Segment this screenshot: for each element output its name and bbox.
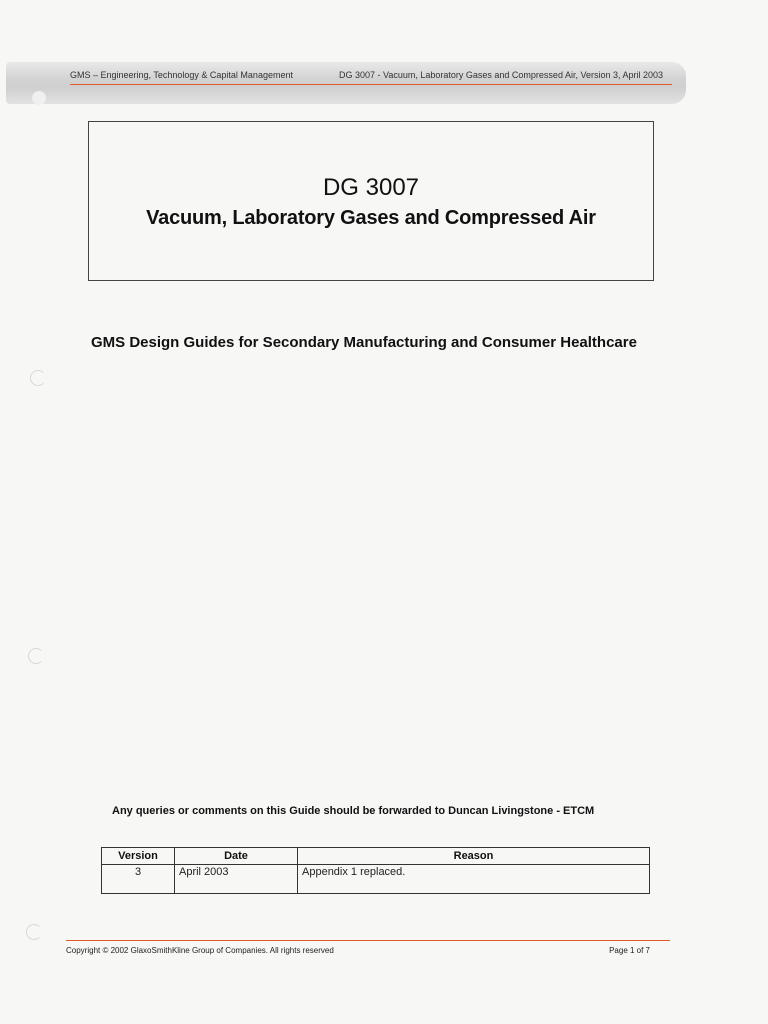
punch-hole-mark (26, 924, 42, 940)
punch-hole-mark (30, 370, 46, 386)
header-document-reference: DG 3007 - Vacuum, Laboratory Gases and Compressed Air, Version 3, April 2003 (339, 70, 664, 80)
column-header-reason: Reason (298, 848, 650, 865)
footer-page-number: Page 1 of 7 (609, 946, 650, 955)
document-subtitle: GMS Design Guides for Secondary Manufacturing and Consumer Healthcare (91, 334, 637, 351)
version-history-table (101, 847, 650, 894)
document-number: DG 3007 (322, 174, 420, 201)
cell-version: 3 (102, 865, 175, 894)
binder-hole-mark (32, 91, 46, 105)
cell-date: April 2003 (175, 865, 298, 894)
column-header-date: Date (175, 848, 298, 865)
document-title: Vacuum, Laboratory Gases and Compressed Air (146, 207, 596, 229)
header-organization: GMS – Engineering, Technology & Capital Management (70, 70, 293, 80)
table-header-row (102, 848, 650, 865)
title-box (88, 121, 654, 281)
column-header-version: Version (102, 848, 175, 865)
footer-copyright: Copyright © 2002 GlaxoSmithKline Group of Companies. All rights reserved (66, 946, 334, 955)
punch-hole-mark (28, 648, 44, 664)
footer-rule (66, 940, 670, 941)
header-band (6, 62, 686, 104)
table-row (102, 865, 650, 894)
queries-contact-text: Any queries or comments on this Guide should be forwarded to Duncan Livingstone - ETCM (112, 805, 595, 817)
header-rule (70, 84, 672, 85)
cell-reason: Appendix 1 replaced. (298, 865, 650, 894)
